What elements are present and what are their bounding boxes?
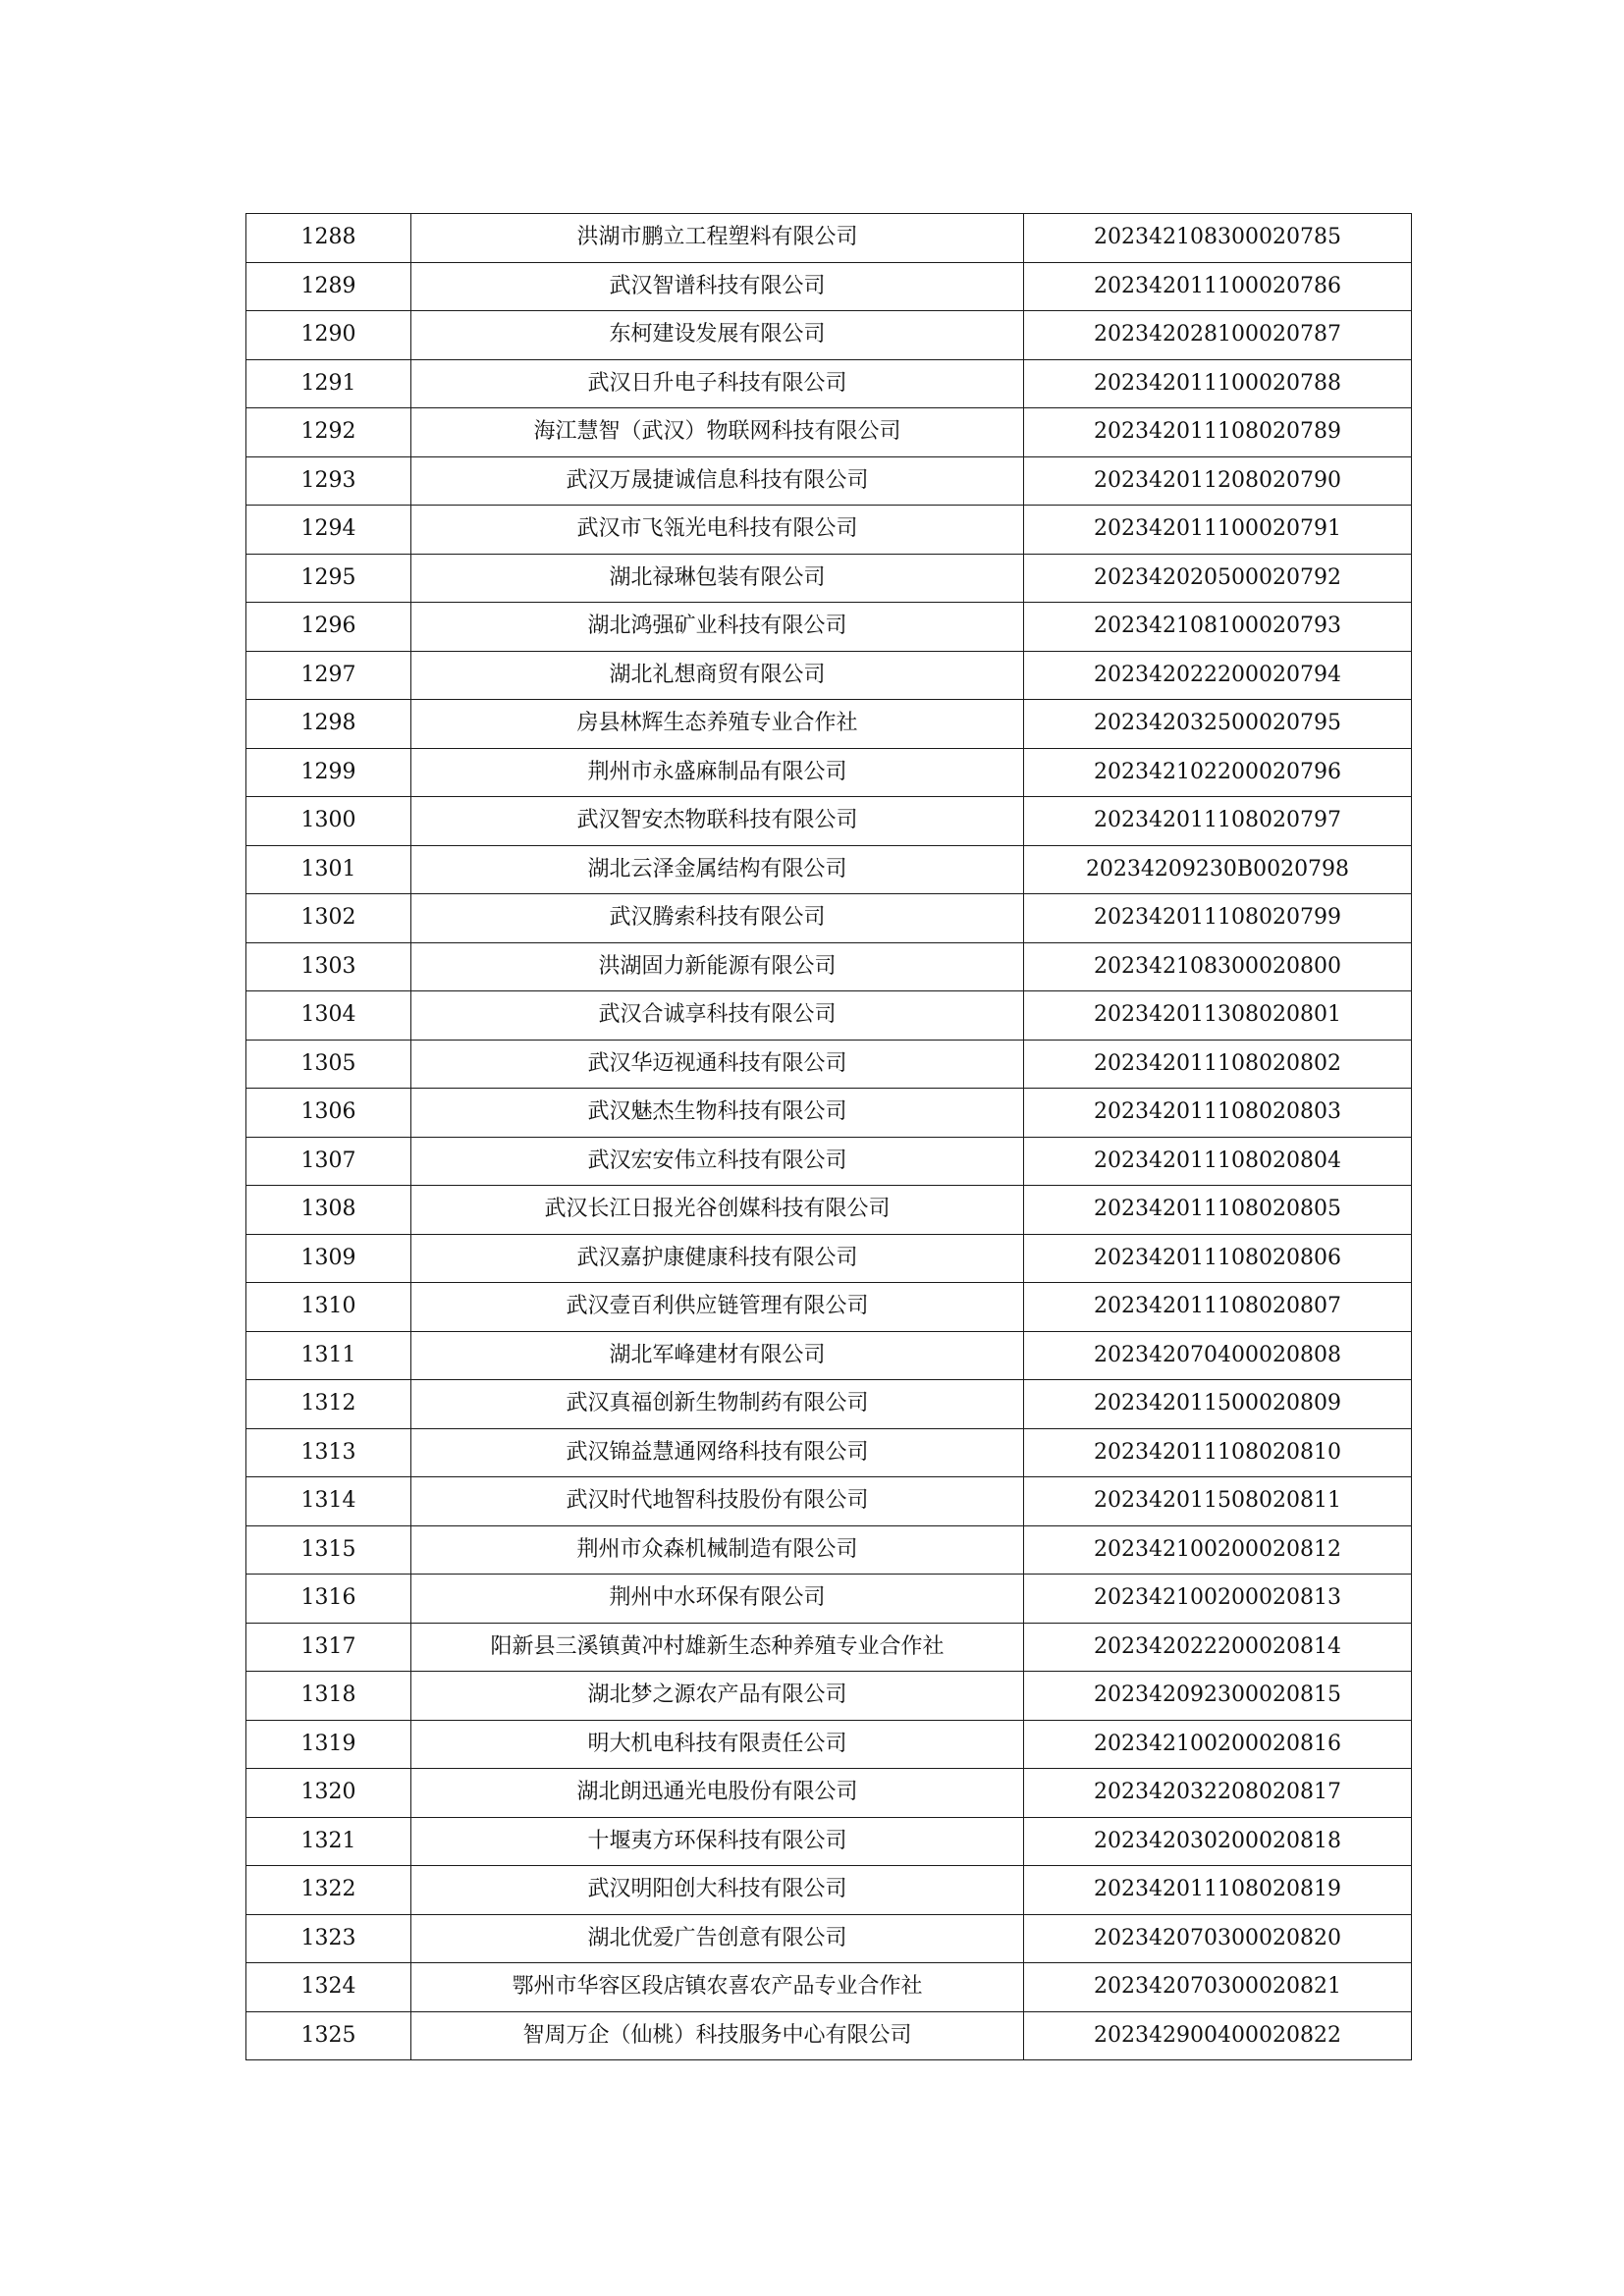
row-number-cell: 1297 [246, 651, 411, 700]
company-name-cell: 海江慧智（武汉）物联网科技有限公司 [411, 408, 1024, 457]
table-row [246, 1525, 1412, 1575]
row-number-cell: 1323 [246, 1914, 411, 1963]
company-name-cell: 武汉万晟捷诚信息科技有限公司 [411, 456, 1024, 506]
row-number-cell: 1288 [246, 214, 411, 263]
registration-code-cell: 202342011108020810 [1024, 1428, 1412, 1477]
company-name-cell: 湖北云泽金属结构有限公司 [411, 845, 1024, 894]
row-number-cell: 1293 [246, 456, 411, 506]
row-number-cell: 1303 [246, 942, 411, 991]
company-name-cell: 房县林辉生态养殖专业合作社 [411, 700, 1024, 749]
row-number-cell: 1296 [246, 603, 411, 652]
table-row [246, 603, 1412, 652]
registration-code-cell: 202342011500020809 [1024, 1380, 1412, 1429]
company-name-cell: 十堰夷方环保科技有限公司 [411, 1817, 1024, 1866]
table-row [246, 1963, 1412, 2012]
company-name-cell: 智周万企（仙桃）科技服务中心有限公司 [411, 2011, 1024, 2060]
table-row [246, 554, 1412, 603]
row-number-cell: 1310 [246, 1283, 411, 1332]
table-row [246, 506, 1412, 555]
registration-code-cell: 202342011100020788 [1024, 359, 1412, 408]
table-row [246, 942, 1412, 991]
registration-code-cell: 202342011508020811 [1024, 1477, 1412, 1526]
registration-code-cell: 202342070400020808 [1024, 1331, 1412, 1380]
company-name-cell: 湖北优爱广告创意有限公司 [411, 1914, 1024, 1963]
company-name-cell: 洪湖市鹏立工程塑料有限公司 [411, 214, 1024, 263]
registration-code-cell: 202342100200020816 [1024, 1720, 1412, 1769]
row-number-cell: 1315 [246, 1525, 411, 1575]
registration-code-cell: 202342011108020789 [1024, 408, 1412, 457]
company-name-cell: 湖北军峰建材有限公司 [411, 1331, 1024, 1380]
table-row [246, 1040, 1412, 1089]
company-name-cell: 湖北礼想商贸有限公司 [411, 651, 1024, 700]
company-name-cell: 武汉宏安伟立科技有限公司 [411, 1137, 1024, 1186]
row-number-cell: 1290 [246, 311, 411, 360]
row-number-cell: 1309 [246, 1234, 411, 1283]
table-row [246, 456, 1412, 506]
table-body [246, 214, 1412, 2060]
registration-code-cell: 202342070300020820 [1024, 1914, 1412, 1963]
table-row [246, 1331, 1412, 1380]
registration-code-cell: 202342011108020807 [1024, 1283, 1412, 1332]
company-name-cell: 武汉长江日报光谷创媒科技有限公司 [411, 1186, 1024, 1235]
company-name-cell: 武汉华迈视通科技有限公司 [411, 1040, 1024, 1089]
registration-code-cell: 202342022200020814 [1024, 1623, 1412, 1672]
registration-code-cell: 202342108300020785 [1024, 214, 1412, 263]
table-row [246, 991, 1412, 1041]
row-number-cell: 1291 [246, 359, 411, 408]
registration-code-cell: 202342108100020793 [1024, 603, 1412, 652]
registration-code-cell: 202342011100020791 [1024, 506, 1412, 555]
table-row [246, 1817, 1412, 1866]
row-number-cell: 1304 [246, 991, 411, 1041]
registration-code-cell: 202342011308020801 [1024, 991, 1412, 1041]
company-name-cell: 武汉嘉护康健康科技有限公司 [411, 1234, 1024, 1283]
row-number-cell: 1295 [246, 554, 411, 603]
registration-code-cell: 202342032500020795 [1024, 700, 1412, 749]
table-row [246, 1428, 1412, 1477]
table-row [246, 1769, 1412, 1818]
company-name-cell: 武汉市飞瓴光电科技有限公司 [411, 506, 1024, 555]
row-number-cell: 1313 [246, 1428, 411, 1477]
company-name-cell: 武汉智安杰物联科技有限公司 [411, 797, 1024, 846]
table-row [246, 1089, 1412, 1138]
registration-code-cell: 20234209230B0020798 [1024, 845, 1412, 894]
company-name-cell: 武汉时代地智科技股份有限公司 [411, 1477, 1024, 1526]
registration-code-cell: 202342011100020786 [1024, 262, 1412, 311]
row-number-cell: 1325 [246, 2011, 411, 2060]
table-row [246, 845, 1412, 894]
table-row [246, 700, 1412, 749]
company-name-cell: 东柯建设发展有限公司 [411, 311, 1024, 360]
registration-code-cell: 202342030200020818 [1024, 1817, 1412, 1866]
company-name-cell: 武汉智谱科技有限公司 [411, 262, 1024, 311]
row-number-cell: 1301 [246, 845, 411, 894]
company-name-cell: 武汉腾索科技有限公司 [411, 894, 1024, 943]
registration-code-cell: 202342022200020794 [1024, 651, 1412, 700]
table-row [246, 1283, 1412, 1332]
registration-code-cell: 202342070300020821 [1024, 1963, 1412, 2012]
row-number-cell: 1308 [246, 1186, 411, 1235]
table-row [246, 1186, 1412, 1235]
table-row [246, 1866, 1412, 1915]
company-registry-table [245, 213, 1412, 2060]
registration-code-cell: 202342011108020803 [1024, 1089, 1412, 1138]
row-number-cell: 1316 [246, 1575, 411, 1624]
row-number-cell: 1305 [246, 1040, 411, 1089]
table-row [246, 359, 1412, 408]
company-name-cell: 阳新县三溪镇黄冲村雄新生态种养殖专业合作社 [411, 1623, 1024, 1672]
company-name-cell: 武汉合诚享科技有限公司 [411, 991, 1024, 1041]
registration-code-cell: 202342011108020805 [1024, 1186, 1412, 1235]
table-row [246, 797, 1412, 846]
company-name-cell: 鄂州市华容区段店镇农喜农产品专业合作社 [411, 1963, 1024, 2012]
table-row [246, 1137, 1412, 1186]
table-row [246, 651, 1412, 700]
registration-code-cell: 202342092300020815 [1024, 1672, 1412, 1721]
row-number-cell: 1294 [246, 506, 411, 555]
registration-code-cell: 202342011208020790 [1024, 456, 1412, 506]
registration-code-cell: 202342011108020806 [1024, 1234, 1412, 1283]
company-name-cell: 洪湖固力新能源有限公司 [411, 942, 1024, 991]
table-row [246, 1575, 1412, 1624]
table-row [246, 1720, 1412, 1769]
row-number-cell: 1318 [246, 1672, 411, 1721]
registration-code-cell: 202342102200020796 [1024, 748, 1412, 797]
row-number-cell: 1300 [246, 797, 411, 846]
row-number-cell: 1312 [246, 1380, 411, 1429]
row-number-cell: 1321 [246, 1817, 411, 1866]
table-row [246, 1477, 1412, 1526]
company-name-cell: 武汉日升电子科技有限公司 [411, 359, 1024, 408]
registration-code-cell: 202342011108020797 [1024, 797, 1412, 846]
row-number-cell: 1324 [246, 1963, 411, 2012]
registration-code-cell: 202342011108020804 [1024, 1137, 1412, 1186]
company-name-cell: 武汉锦益慧通网络科技有限公司 [411, 1428, 1024, 1477]
company-name-cell: 荆州市永盛麻制品有限公司 [411, 748, 1024, 797]
registration-code-cell: 202342020500020792 [1024, 554, 1412, 603]
table-row [246, 1914, 1412, 1963]
row-number-cell: 1319 [246, 1720, 411, 1769]
company-name-cell: 湖北鸿强矿业科技有限公司 [411, 603, 1024, 652]
row-number-cell: 1299 [246, 748, 411, 797]
row-number-cell: 1307 [246, 1137, 411, 1186]
registration-code-cell: 202342011108020799 [1024, 894, 1412, 943]
company-name-cell: 湖北禄琳包装有限公司 [411, 554, 1024, 603]
company-name-cell: 湖北梦之源农产品有限公司 [411, 1672, 1024, 1721]
registration-code-cell: 202342100200020813 [1024, 1575, 1412, 1624]
company-name-cell: 荆州市众森机械制造有限公司 [411, 1525, 1024, 1575]
row-number-cell: 1314 [246, 1477, 411, 1526]
table-row [246, 1672, 1412, 1721]
company-name-cell: 明大机电科技有限责任公司 [411, 1720, 1024, 1769]
company-name-cell: 荆州中水环保有限公司 [411, 1575, 1024, 1624]
table-row [246, 1380, 1412, 1429]
registration-code-cell: 202342100200020812 [1024, 1525, 1412, 1575]
registration-code-cell: 202342900400020822 [1024, 2011, 1412, 2060]
row-number-cell: 1311 [246, 1331, 411, 1380]
registration-code-cell: 202342108300020800 [1024, 942, 1412, 991]
table-row [246, 311, 1412, 360]
row-number-cell: 1298 [246, 700, 411, 749]
company-name-cell: 武汉真福创新生物制药有限公司 [411, 1380, 1024, 1429]
registration-code-cell: 202342011108020819 [1024, 1866, 1412, 1915]
company-name-cell: 武汉壹百利供应链管理有限公司 [411, 1283, 1024, 1332]
company-name-cell: 湖北朗迅通光电股份有限公司 [411, 1769, 1024, 1818]
table-row [246, 748, 1412, 797]
table-row [246, 894, 1412, 943]
table-row [246, 2011, 1412, 2060]
table-row [246, 1234, 1412, 1283]
company-name-cell: 武汉明阳创大科技有限公司 [411, 1866, 1024, 1915]
table-row [246, 1623, 1412, 1672]
row-number-cell: 1302 [246, 894, 411, 943]
company-name-cell: 武汉魅杰生物科技有限公司 [411, 1089, 1024, 1138]
table-row [246, 262, 1412, 311]
registration-code-cell: 202342011108020802 [1024, 1040, 1412, 1089]
row-number-cell: 1320 [246, 1769, 411, 1818]
registration-code-cell: 202342032208020817 [1024, 1769, 1412, 1818]
registration-code-cell: 202342028100020787 [1024, 311, 1412, 360]
row-number-cell: 1292 [246, 408, 411, 457]
row-number-cell: 1289 [246, 262, 411, 311]
row-number-cell: 1317 [246, 1623, 411, 1672]
table-row [246, 408, 1412, 457]
row-number-cell: 1306 [246, 1089, 411, 1138]
table-row [246, 214, 1412, 263]
row-number-cell: 1322 [246, 1866, 411, 1915]
